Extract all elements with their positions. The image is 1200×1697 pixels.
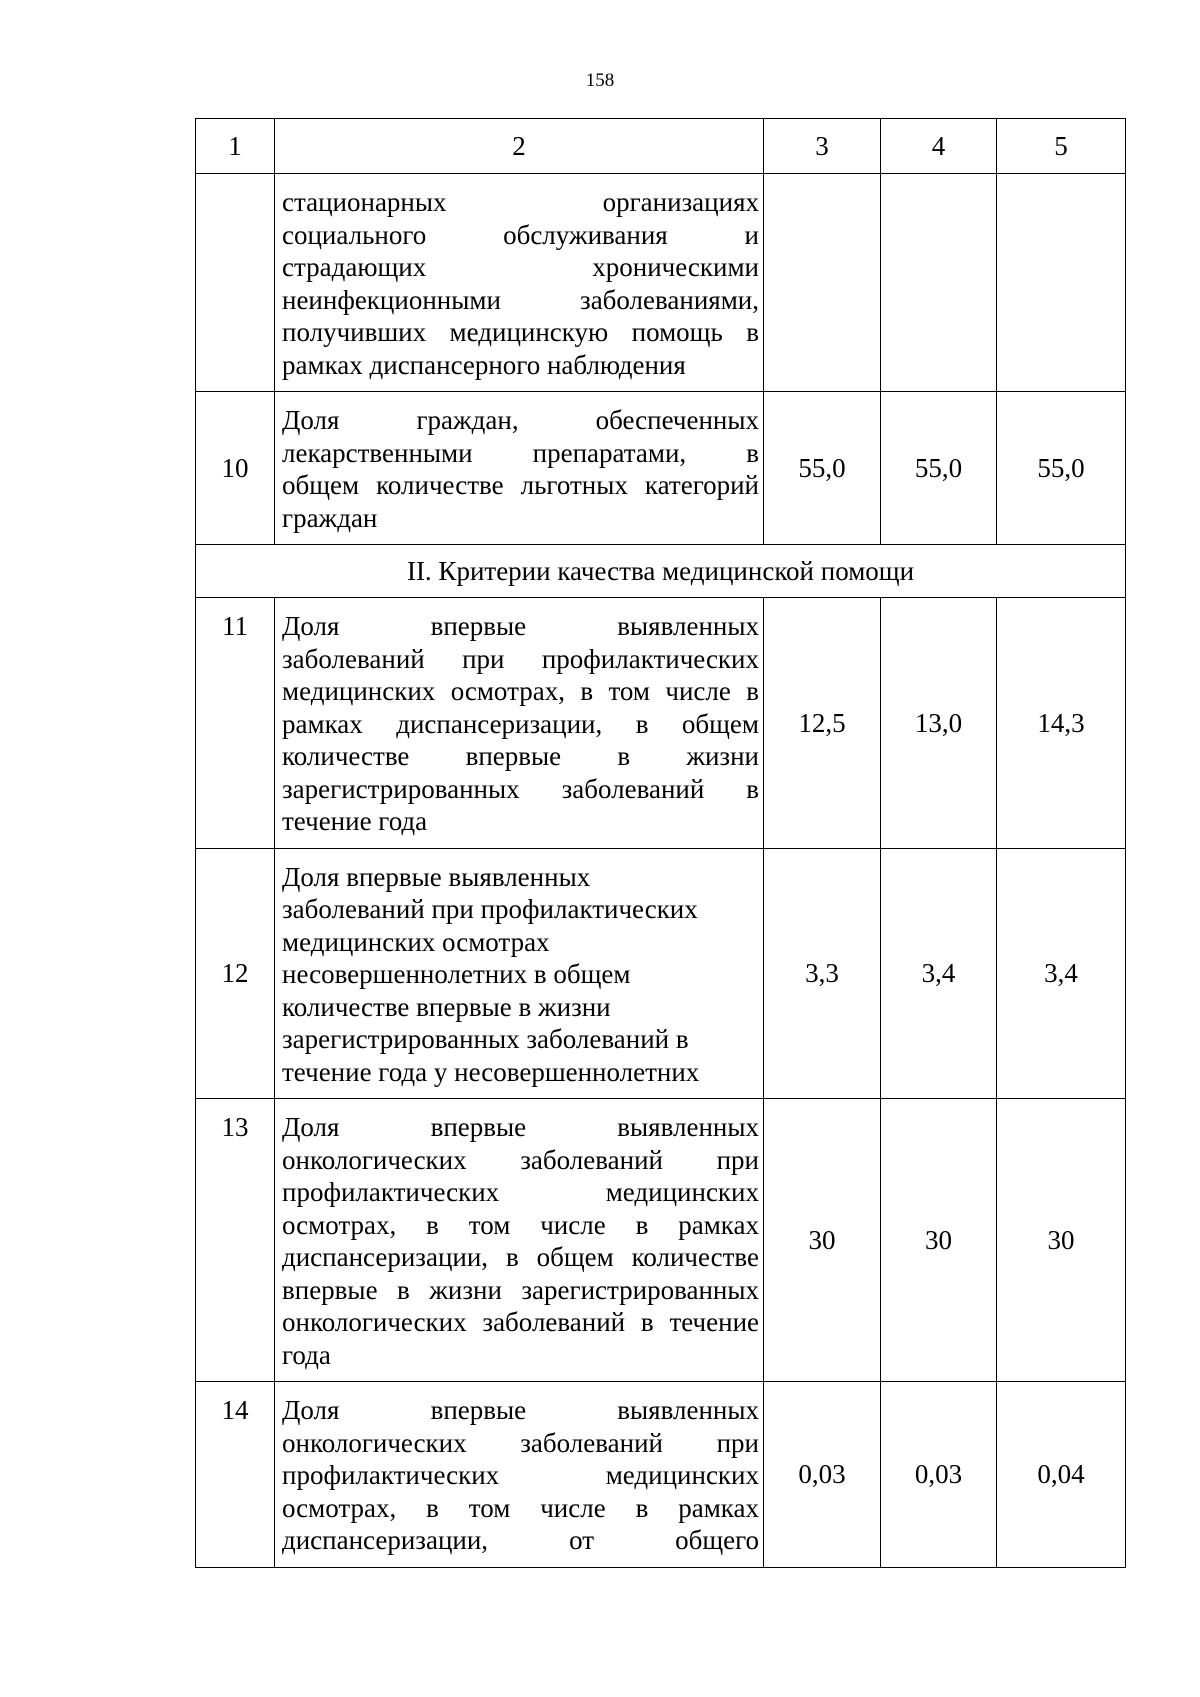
table-header-row (196, 119, 1126, 174)
description-line: Доля впервые выявленных (282, 1112, 759, 1142)
description-line: страдающих хроническими (282, 252, 759, 282)
description-line: зарегистрированных заболеваний в (282, 1024, 689, 1054)
value-col-3: 0,03 (764, 1382, 881, 1568)
table-row (196, 174, 1126, 392)
row-number: 12 (196, 848, 275, 1099)
header-cell-3: 3 (764, 119, 881, 174)
header-cell-1: 1 (196, 119, 275, 174)
row-description (275, 1382, 764, 1568)
description-line: заболеваний при профилактических (282, 894, 698, 924)
description-line: рамках диспансерного наблюдения (282, 349, 686, 380)
section-heading-row (196, 545, 1126, 598)
value-col-5: 55,0 (997, 392, 1126, 545)
table-row (196, 598, 1126, 849)
value-col-4: 3,4 (881, 848, 997, 1099)
description-line: общем количестве льготных категорий (282, 470, 759, 500)
description-line: медицинских осмотрах (282, 926, 550, 957)
row-description (275, 598, 764, 849)
description-line: количестве впервые в жизни (282, 991, 611, 1022)
value-col-3: 12,5 (764, 598, 881, 849)
description-line: онкологических заболеваний при (282, 1144, 759, 1175)
description-line: количестве впервые в жизни (282, 741, 759, 771)
description-line: лекарственными препаратами, в (282, 437, 759, 468)
description-line: Доля впервые выявленных (282, 1395, 759, 1425)
header-cell-5: 5 (997, 119, 1126, 174)
description-line: онкологических заболеваний в течение (282, 1307, 759, 1337)
value-col-4: 0,03 (881, 1382, 997, 1568)
value-col-5: 3,4 (997, 848, 1126, 1099)
section-heading: II. Критерии качества медицинской помощи (196, 545, 1126, 598)
value-col-5 (997, 174, 1126, 392)
value-col-5: 0,04 (997, 1382, 1126, 1568)
criteria-table (195, 118, 1126, 1568)
description-line: течение года (282, 806, 428, 836)
description-line: осмотрах, в том числе в рамках (282, 1492, 759, 1523)
description-line: онкологических заболеваний при (282, 1427, 759, 1458)
value-col-3: 3,3 (764, 848, 881, 1099)
description-line: течение года у несовершеннолетних (282, 1056, 700, 1087)
description-line: Доля впервые выявленных (282, 611, 759, 641)
value-col-3: 30 (764, 1099, 881, 1382)
table-row (196, 848, 1126, 1099)
value-col-4: 30 (881, 1099, 997, 1382)
description-line: осмотрах, в том числе в рамках (282, 1209, 759, 1240)
description-line: Доля граждан, обеспеченных (282, 405, 759, 435)
description-line: заболеваний при профилактических (282, 643, 759, 674)
description-line: рамках диспансеризации, в общем (282, 708, 759, 739)
header-cell-2: 2 (275, 119, 764, 174)
row-number (196, 174, 275, 392)
row-description (275, 1099, 764, 1382)
description-line: диспансеризации, от общего (282, 1525, 759, 1555)
value-col-4: 13,0 (881, 598, 997, 849)
table-row (196, 392, 1126, 545)
row-number: 13 (196, 1099, 275, 1382)
value-col-5: 14,3 (997, 598, 1126, 849)
description-line: Доля впервые выявленных (282, 861, 591, 892)
row-number: 11 (196, 598, 275, 849)
value-col-3 (764, 174, 881, 392)
row-description (275, 174, 764, 392)
description-line: получивших медицинскую помощь в (282, 317, 759, 347)
description-line: зарегистрированных заболеваний в (282, 773, 759, 804)
description-line: профилактических медицинских (282, 1177, 759, 1207)
description-line: неинфекционными заболеваниями, (282, 284, 759, 315)
page-number: 158 (585, 70, 615, 91)
table-row (196, 1382, 1126, 1568)
description-line: профилактических медицинских (282, 1460, 759, 1490)
description-line: диспансеризации, в общем количестве (282, 1242, 759, 1272)
table-row (196, 1099, 1126, 1382)
description-line: граждан (282, 502, 378, 533)
description-line: года (282, 1339, 331, 1370)
description-line: стационарных организациях (282, 187, 759, 217)
description-line: впервые в жизни зарегистрированных (282, 1274, 759, 1305)
description-line: социального обслуживания и (282, 219, 759, 250)
header-cell-4: 4 (881, 119, 997, 174)
value-col-4: 55,0 (881, 392, 997, 545)
row-description (275, 848, 764, 1099)
row-number: 10 (196, 392, 275, 545)
row-number: 14 (196, 1382, 275, 1568)
value-col-4 (881, 174, 997, 392)
description-line: несовершеннолетних в общем (282, 959, 631, 989)
value-col-5: 30 (997, 1099, 1126, 1382)
description-line: медицинских осмотрах, в том числе в (282, 676, 759, 706)
row-description (275, 392, 764, 545)
value-col-3: 55,0 (764, 392, 881, 545)
